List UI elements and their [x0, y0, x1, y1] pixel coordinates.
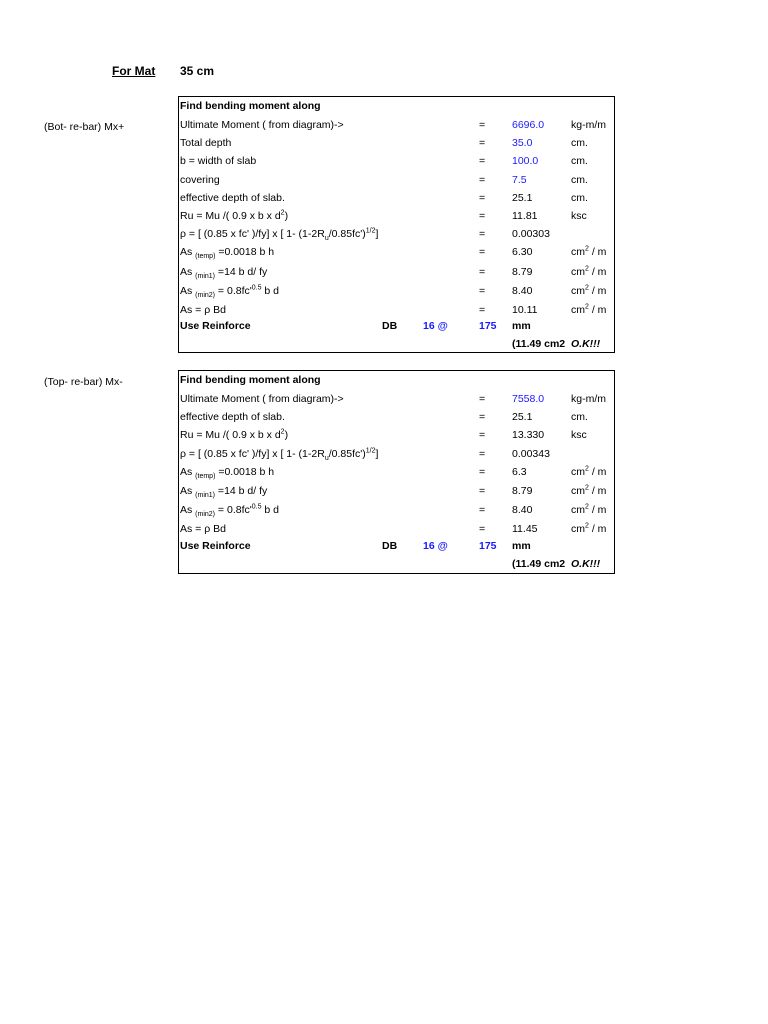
row-label — [180, 485, 268, 500]
calc-row — [179, 501, 614, 519]
bottom-reinforce-row — [179, 317, 614, 335]
row-value: 8.40 — [512, 284, 533, 297]
equals-sign: = — [479, 465, 486, 478]
label-part-label: As — [180, 485, 196, 497]
label-part-sub: u — [324, 235, 329, 243]
calc-row — [179, 207, 614, 225]
unit-base: cm — [571, 265, 585, 278]
label-part-tail: =0.0018 b h — [215, 246, 275, 259]
calc-row — [179, 171, 614, 189]
db-label: DB — [382, 320, 398, 332]
label-part-label: Ru = Mu /( 0.9 x b x d — [180, 210, 281, 222]
unit-base: kg-m/m — [571, 119, 606, 131]
row-unit — [571, 119, 606, 131]
reinforce-label: Use Reinforce — [180, 540, 251, 552]
row-value: 10.11 — [512, 304, 538, 316]
calc-row — [179, 225, 614, 243]
unit-base: cm — [571, 523, 585, 536]
unit-tail: / m — [588, 485, 607, 497]
unit-superscript: 2 — [585, 303, 589, 311]
top-result-row — [179, 555, 614, 573]
row-value: 7558.0 — [512, 393, 545, 405]
equals-sign: = — [479, 284, 486, 297]
unit-tail: / m — [588, 504, 607, 517]
label-part-tail: =14 b d/ fy — [215, 485, 268, 497]
row-value: 8.40 — [512, 504, 533, 517]
label-part-tail: ) — [284, 210, 289, 222]
label-part-tail: = 0.8fc' — [215, 284, 252, 297]
unit-superscript: 2 — [585, 245, 589, 253]
row-label — [180, 174, 220, 186]
row-label — [180, 192, 285, 204]
result-status: O.K!!! — [571, 338, 601, 350]
row-value: 7.5 — [512, 173, 527, 186]
row-label — [180, 246, 275, 261]
equals-sign: = — [479, 304, 486, 316]
calc-row — [179, 263, 614, 281]
row-value: 25.1 — [512, 191, 533, 204]
label-part-label: Ultimate Moment ( from diagram)-> — [180, 119, 344, 131]
unit-superscript: 2 — [585, 503, 589, 511]
row-label — [180, 448, 378, 460]
row-label — [180, 285, 279, 297]
label-part-label: As — [180, 284, 196, 297]
calc-row — [179, 134, 614, 152]
label-part-sup2: 1/2 — [365, 227, 376, 235]
bar-size: 16 @ — [423, 540, 448, 552]
row-unit — [571, 504, 606, 516]
label-part-label: As — [180, 465, 196, 478]
top-heading: Find bending moment along — [180, 374, 321, 386]
equals-sign: = — [479, 429, 486, 442]
calc-row — [179, 282, 614, 300]
label-part-sub: (temp) — [195, 253, 216, 261]
equals-sign: = — [479, 119, 486, 131]
equals-sign: = — [479, 265, 486, 278]
row-unit — [571, 304, 606, 316]
calc-row — [179, 463, 614, 481]
row-unit — [571, 174, 588, 186]
row-unit — [571, 192, 588, 204]
equals-sign: = — [479, 191, 486, 204]
label-part-label: As — [180, 504, 196, 517]
spacing-unit: mm — [512, 540, 531, 552]
bar-size: 16 @ — [423, 320, 448, 332]
row-unit — [571, 155, 588, 167]
bottom-section-label: (Bot- re-bar) Mx+ — [44, 121, 125, 133]
label-part-sub: u — [324, 454, 329, 462]
row-label — [180, 155, 256, 167]
calc-row — [179, 390, 614, 408]
row-value: 0.00303 — [512, 228, 550, 241]
result-area: (11.49 cm2 — [512, 338, 566, 350]
equals-sign: = — [479, 411, 486, 424]
label-part-tail: = 0.8fc' — [215, 504, 252, 517]
calc-row — [179, 426, 614, 444]
label-part-sub: (min2) — [195, 291, 216, 299]
unit-base: cm — [571, 465, 585, 478]
row-unit — [571, 210, 587, 222]
label-part-label: As — [180, 265, 196, 278]
unit-base: cm — [571, 504, 585, 517]
row-value: 100.0 — [512, 155, 539, 168]
row-unit — [571, 137, 588, 149]
mat-thickness: 35 cm — [180, 64, 215, 78]
equals-sign: = — [479, 155, 486, 168]
equals-sign: = — [479, 228, 486, 241]
label-part-label: covering — [180, 173, 220, 186]
label-part-sup: 0.5 — [251, 284, 262, 292]
row-unit — [571, 411, 588, 423]
unit-base: cm. — [571, 155, 588, 168]
label-part-tail: ] — [375, 228, 379, 241]
row-label — [180, 210, 288, 222]
label-part-label: ρ = [ (0.85 x fc' )/fy] x [ 1- (1-2R — [180, 228, 325, 241]
row-unit — [571, 266, 606, 278]
row-unit — [571, 285, 606, 297]
unit-base: cm — [571, 284, 585, 297]
unit-tail: / m — [588, 246, 607, 259]
row-unit — [571, 246, 606, 258]
row-label — [180, 119, 344, 131]
unit-superscript: 2 — [585, 465, 589, 473]
label-part-sub: (min2) — [195, 511, 216, 519]
spacing-unit: mm — [512, 320, 531, 332]
row-value: 6696.0 — [512, 119, 545, 131]
label-part-tail2: b d — [261, 504, 280, 517]
row-label — [180, 266, 267, 278]
unit-base: cm — [571, 246, 585, 259]
label-part-label: ρ = [ (0.85 x fc' )/fy] x [ 1- (1-2R — [180, 447, 325, 460]
unit-superscript: 2 — [585, 265, 589, 273]
label-part-label: effective depth of slab. — [180, 411, 285, 424]
row-label — [180, 466, 274, 478]
label-part-mid: /0.85fc') — [328, 447, 366, 460]
label-part-sub: (temp) — [195, 472, 216, 480]
unit-base: cm. — [571, 173, 588, 186]
label-part-tail: ) — [284, 429, 289, 442]
row-value: 6.3 — [512, 465, 527, 478]
equals-sign: = — [479, 504, 486, 517]
unit-base: kg-m/m — [571, 393, 606, 405]
calc-row — [179, 482, 614, 500]
unit-base: cm — [571, 304, 585, 316]
label-part-tail: =14 b d/ fy — [215, 265, 268, 278]
label-part-sup2: 1/2 — [365, 447, 376, 455]
unit-tail: / m — [588, 523, 607, 536]
label-part-label: Total depth — [180, 137, 232, 150]
row-value: 11.81 — [512, 210, 538, 222]
row-value: 8.79 — [512, 485, 533, 497]
row-value: 6.30 — [512, 246, 533, 259]
unit-tail: / m — [588, 304, 607, 316]
unit-base: cm. — [571, 191, 588, 204]
calc-row — [179, 408, 614, 426]
equals-sign: = — [479, 173, 486, 186]
bar-spacing: 175 — [479, 320, 497, 332]
row-unit — [571, 485, 606, 497]
calc-row — [179, 116, 614, 134]
label-part-label: As = ρ Bd — [180, 304, 226, 316]
unit-tail: / m — [588, 284, 607, 297]
top-section-label: (Top- re-bar) Mx- — [44, 376, 123, 388]
label-part-sup: 2 — [280, 209, 285, 217]
bottom-result-row — [179, 335, 614, 353]
result-area: (11.49 cm2 — [512, 558, 566, 570]
bar-spacing: 175 — [479, 540, 497, 552]
row-value: 8.79 — [512, 265, 533, 278]
equals-sign: = — [479, 447, 486, 460]
row-label — [180, 523, 226, 535]
row-label — [180, 227, 379, 243]
equals-sign: = — [479, 523, 486, 536]
row-value: 13.330 — [512, 429, 545, 442]
row-value: 0.00343 — [512, 447, 550, 460]
unit-tail: / m — [588, 465, 607, 478]
row-label — [180, 411, 285, 423]
label-part-mid: /0.85fc') — [328, 228, 366, 241]
unit-base: cm. — [571, 411, 588, 424]
row-label — [180, 393, 344, 405]
top-rebar-calc-table — [178, 370, 615, 574]
label-part-label: As — [180, 246, 196, 259]
unit-tail: / m — [588, 265, 607, 278]
calc-row — [179, 520, 614, 538]
row-unit — [571, 523, 606, 535]
label-part-label: Ultimate Moment ( from diagram)-> — [180, 393, 344, 405]
label-part-label: Ru = Mu /( 0.9 x b x d — [180, 429, 281, 442]
label-part-tail2: b d — [261, 284, 280, 297]
label-part-sup: 2 — [280, 428, 285, 436]
unit-superscript: 2 — [585, 522, 589, 530]
row-label — [180, 137, 231, 149]
row-unit — [571, 429, 587, 441]
unit-superscript: 2 — [585, 284, 589, 292]
label-part-label: b = width of slab — [180, 155, 257, 168]
unit-base: cm. — [571, 137, 588, 150]
row-label — [180, 429, 288, 441]
equals-sign: = — [479, 393, 486, 405]
label-part-tail: ] — [375, 447, 379, 460]
row-value: 25.1 — [512, 411, 533, 424]
bottom-heading: Find bending moment along — [180, 100, 321, 112]
unit-superscript: 2 — [585, 484, 589, 492]
unit-base: ksc — [571, 210, 587, 222]
row-unit — [571, 393, 606, 405]
calc-row — [179, 243, 614, 261]
label-part-label: effective depth of slab. — [180, 191, 285, 204]
unit-base: ksc — [571, 429, 587, 442]
equals-sign: = — [479, 210, 486, 222]
row-value: 35.0 — [512, 137, 533, 150]
label-part-tail: =0.0018 b h — [215, 465, 275, 478]
for-mat-label: For Mat — [112, 64, 156, 78]
top-reinforce-row — [179, 537, 614, 555]
equals-sign: = — [479, 137, 486, 150]
calc-row — [179, 445, 614, 463]
label-part-sup: 0.5 — [251, 503, 262, 511]
row-unit — [571, 466, 606, 478]
db-label: DB — [382, 540, 398, 552]
label-part-label: As = ρ Bd — [180, 523, 226, 536]
calc-row — [179, 152, 614, 170]
result-status: O.K!!! — [571, 558, 601, 570]
row-label — [180, 503, 280, 519]
label-part-sub: (min1) — [195, 492, 216, 500]
bottom-rebar-calc-table — [178, 96, 615, 353]
equals-sign: = — [479, 246, 486, 259]
label-part-sub: (min1) — [195, 272, 216, 280]
reinforce-label: Use Reinforce — [180, 320, 251, 332]
row-label — [180, 304, 226, 316]
equals-sign: = — [479, 485, 486, 497]
calc-row — [179, 189, 614, 207]
unit-base: cm — [571, 485, 585, 497]
row-value: 11.45 — [512, 523, 538, 536]
